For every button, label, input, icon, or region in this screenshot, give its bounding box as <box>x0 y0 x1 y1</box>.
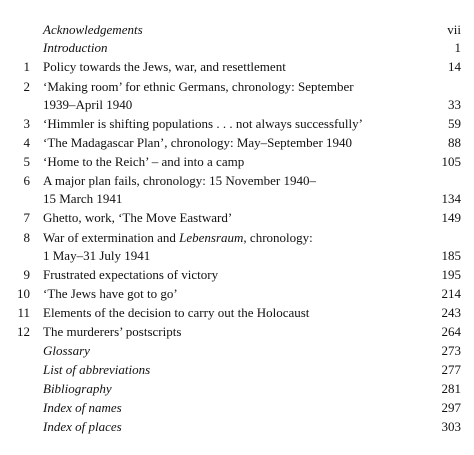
title-text: , chronology: <box>243 230 313 245</box>
entry-title: Glossary <box>43 343 90 358</box>
entry-title-line-2: 1939–April 1940 <box>43 97 133 112</box>
entry-title: ‘Home to the Reich’ – and into a camp <box>43 154 245 169</box>
entry-title: Policy towards the Jews, war, and resettlement <box>43 59 286 74</box>
entry-title: Acknowledgements <box>43 22 143 37</box>
entry-title-line-2: 1 May–31 July 1941 <box>43 248 151 263</box>
entry-page: 303 <box>441 419 461 434</box>
chapter-number: 4 <box>23 135 30 150</box>
chapter-number: 9 <box>23 267 30 282</box>
chapter-number: 5 <box>23 154 30 169</box>
entry-page: 33 <box>448 97 461 112</box>
chapter-number: 3 <box>23 116 30 131</box>
entry-title: List of abbreviations <box>43 362 151 377</box>
entry-page: 59 <box>448 116 461 131</box>
entry-title-line-1: A major plan fails, chronology: 15 November 1940– <box>43 173 316 188</box>
entry-title: Ghetto, work, ‘The Move Eastward’ <box>43 210 233 225</box>
entry-page: 195 <box>441 267 461 282</box>
chapter-number: 11 <box>17 305 30 320</box>
title-text: War of extermination and <box>43 230 180 245</box>
entry-title: Index of places <box>43 419 122 434</box>
entry-page: 1 <box>454 40 461 55</box>
entry-page: 149 <box>441 210 461 225</box>
entry-page: 134 <box>441 191 461 206</box>
entry-title: ‘Himmler is shifting populations . . . not always successfully’ <box>43 116 363 131</box>
entry-page: 14 <box>448 59 461 74</box>
entry-page: 88 <box>448 135 461 150</box>
entry-page: 243 <box>441 305 461 320</box>
chapter-number: 10 <box>17 286 30 301</box>
entry-title: ‘The Jews have got to go’ <box>43 286 178 301</box>
entry-page: 281 <box>441 381 461 396</box>
entry-title: Bibliography <box>43 381 112 396</box>
entry-page: 277 <box>441 362 461 377</box>
entry-title: ‘The Madagascar Plan’, chronology: May–September 1940 <box>43 135 353 150</box>
entry-title: Introduction <box>43 40 108 55</box>
title-emphasis: Lebensraum <box>179 230 244 245</box>
entry-page: 273 <box>441 343 461 358</box>
chapter-number: 12 <box>17 324 30 339</box>
entry-title: Frustrated expectations of victory <box>43 267 219 282</box>
entry-page: vii <box>447 22 461 37</box>
entry-page: 297 <box>441 400 461 415</box>
chapter-number: 7 <box>23 210 30 225</box>
chapter-number: 1 <box>23 59 30 74</box>
entry-page: 264 <box>441 324 461 339</box>
chapter-number: 8 <box>23 230 30 245</box>
entry-title: Index of names <box>43 400 122 415</box>
entry-page: 185 <box>441 248 461 263</box>
entry-title-line-1: ‘Making room’ for ethnic Germans, chronology: September <box>43 79 354 94</box>
entry-page: 214 <box>441 286 461 301</box>
entry-title: The murderers’ postscripts <box>43 324 182 339</box>
chapter-number: 6 <box>23 173 30 188</box>
entry-title: Elements of the decision to carry out the Holocaust <box>43 305 310 320</box>
entry-title-line-1 <box>43 229 415 248</box>
entry-title-line-2: 15 March 1941 <box>43 191 123 206</box>
entry-page: 105 <box>441 154 461 169</box>
chapter-number: 2 <box>23 79 30 94</box>
